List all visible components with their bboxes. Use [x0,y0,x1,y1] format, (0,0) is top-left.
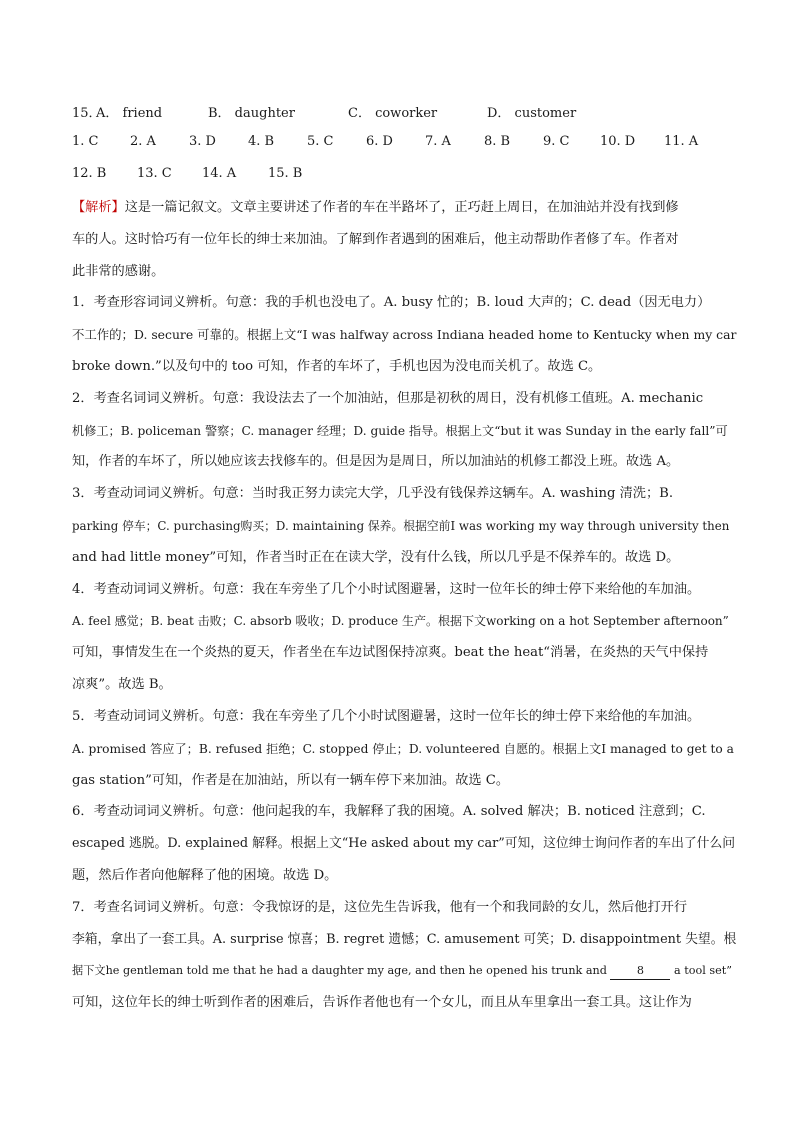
analysis-line: 1．考查形容词词义辨析。句意：我的手机也没电了。A. busy 忙的；B. loud 大声的；C. dead（因无电力） [72,295,711,310]
answer-14: 14. A [202,166,237,181]
analysis-line: 2．考查名词词义辨析。句意：我设法去了一个加油站，但那是初秋的周日，没有机修工值班。A. mechanic [72,391,704,406]
option-b: B． daughter [208,106,295,121]
analysis-line: 知，作者的车坏了，所以她应该去找修车的。但是因为是周日，所以加油站的机修工都没上班。故选 A。 [72,454,680,469]
fill-in-blank: 8 [610,963,670,980]
answer-10: 10. D [600,134,636,149]
answer-1: 1. C [72,134,99,149]
analysis-tag: 【解析】 [72,200,125,215]
analysis-line: A. promised 答应了；B. refused 拒绝；C. stopped 停止；D. volunteered 自愿的。根据上文I managed to get to a [72,742,734,756]
analysis-line: 凉爽”。故选 B。 [72,677,172,692]
answer-12: 12. B [72,166,107,181]
answer-8: 8. B [484,134,511,149]
answer-7: 7. A [425,134,451,149]
answer-4: 4. B [248,134,275,149]
question-number: 15． [72,106,102,121]
answer-2: 2. A [130,134,156,149]
analysis-line: 4．考查动词词义辨析。句意：我在车旁坐了几个小时试图避暑，这时一位年长的绅士停下来给他的车加油。 [72,582,701,597]
answer-9: 9. C [543,134,570,149]
answer-13: 13. C [137,166,172,181]
answer-11: 11. A [664,134,699,149]
analysis-intro-line-1: 【解析】这是一篇记叙文。文章主要讲述了作者的车在半路坏了，正巧赶上周日，在加油站并没有找到修 [72,200,679,215]
analysis-line-with-blank: 据下文he gentleman told me that he had a daughter my age, and then he opened his trunk and 8 a tool set” [72,961,732,981]
analysis-line: 7．考查名词词义辨析。句意：令我惊讶的是，这位先生告诉我，他有一个和我同龄的女儿，然后他打开行 [72,900,688,915]
analysis-line: 3．考查动词词义辨析。句意：当时我正努力读完大学，几乎没有钱保养这辆车。A. washing 清洗；B. [72,486,674,501]
analysis-line: 5．考查动词词义辨析。句意：我在车旁坐了几个小时试图避暑，这时一位年长的绅士停下来给他的车加油。 [72,709,701,724]
option-c: C． coworker [348,106,438,121]
analysis-line: escaped 逃脱。D. explained 解释。根据上文“He asked about my car”可知，这位绅士询问作者的车出了什么问 [72,836,736,851]
analysis-line: 不工作的；D. secure 可靠的。根据上文“I was halfway across Indiana headed home to Kentucky when my car [72,327,737,342]
analysis-line: broke down.”以及句中的 too 可知，作者的车坏了，手机也因为没电而关机了。故选 C。 [72,359,602,374]
analysis-line: parking 停车；C. purchasing购买；D. maintaining 保养。根据空前I was working my way through university then [72,519,730,533]
answer-3: 3. D [189,134,216,149]
analysis-line: 6．考查动词词义辨析。句意：他问起我的车，我解释了我的困境。A. solved 解决；B. noticed 注意到；C. [72,804,706,819]
option-d: D． customer [487,106,577,121]
answer-15: 15. B [268,166,303,181]
analysis-intro-line-2: 车的人。这时恰巧有一位年长的绅士来加油。了解到作者遇到的困难后，他主动帮助作者修了车。作者对 [72,232,679,247]
analysis-line: 题，然后作者向他解释了他的困境。故选 D。 [72,868,338,883]
analysis-line: 李箱，拿出了一套工具。A. surprise 惊喜；B. regret 遗憾；C. amusement 可笑；D. disappointment 失望。根 [72,932,737,947]
analysis-line: 可知，事情发生在一个炎热的夏天，作者坐在车边试图保持凉爽。beat the heat“消暑，在炎热的天气中保持 [72,645,709,660]
option-a: A． friend [96,106,163,121]
answer-6: 6. D [366,134,393,149]
answer-5: 5. C [307,134,334,149]
analysis-line: gas station”可知，作者是在加油站，所以有一辆车停下来加油。故选 C。 [72,773,510,788]
analysis-line: 机修工；B. policeman 警察；C. manager 经理；D. guide 指导。根据上文“but it was Sunday in the early fall”可 [72,424,728,438]
analysis-intro-line-3: 此非常的感谢。 [72,264,165,279]
analysis-line: 可知，这位年长的绅士听到作者的困难后，告诉作者他也有一个女儿，而且从车里拿出一套工具。这让作为 [72,995,692,1010]
analysis-line: and had little money”可知，作者当时正在在读大学，没有什么钱，所以几乎是不保养车的。故选 D。 [72,550,680,565]
analysis-line: A. feel 感觉；B. beat 击败；C. absorb 吸收；D. produce 生产。根据下文working on a hot September afternoon” [72,614,729,628]
